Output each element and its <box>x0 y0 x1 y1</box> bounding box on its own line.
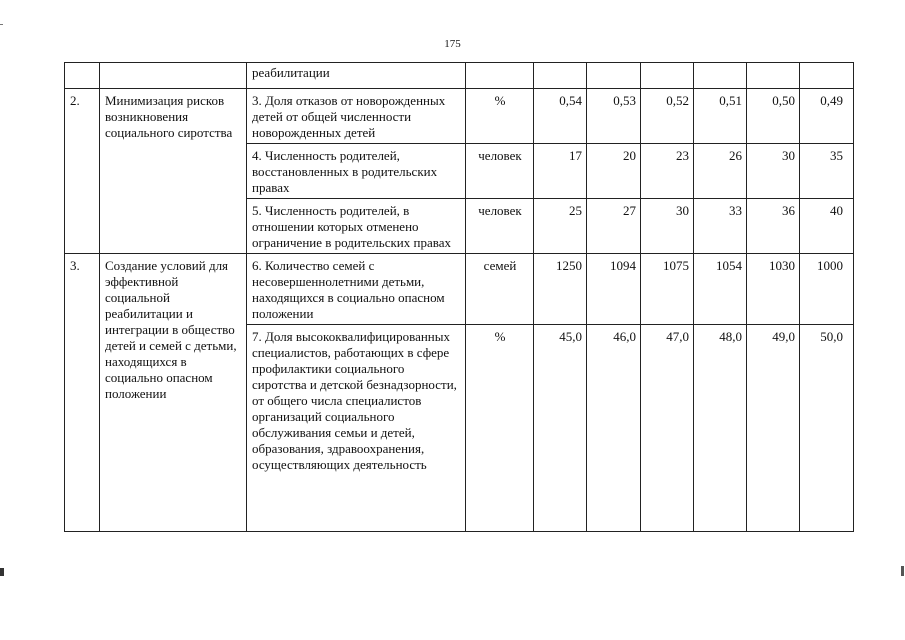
table-row <box>65 254 854 325</box>
value-cell: 26 <box>694 144 747 199</box>
indicator-cell: 5. Численность родителей, в отношении которых отменено ограничение в родительских правах <box>247 199 466 254</box>
indicators-table <box>64 62 854 532</box>
value-cell <box>747 63 800 89</box>
value-cell: 49,0 <box>747 325 800 532</box>
value-cell: 1075 <box>641 254 694 325</box>
value-cell <box>694 63 747 89</box>
value-cell: 35 <box>800 144 854 199</box>
value-cell <box>641 63 694 89</box>
scan-edge-mark <box>901 566 904 576</box>
table-row-continuation <box>65 63 854 89</box>
value-cell <box>800 63 854 89</box>
unit-cell: % <box>466 89 534 144</box>
value-cell: 30 <box>641 199 694 254</box>
page-number: 175 <box>444 38 461 50</box>
value-cell: 0,53 <box>587 89 641 144</box>
row-number-cell: 3. <box>65 254 100 532</box>
value-cell: 1000 <box>800 254 854 325</box>
table-row <box>65 89 854 144</box>
value-cell: 50,0 <box>800 325 854 532</box>
indicator-cell: 7. Доля высококвалифицированных специалистов, работающих в сфере профилактики социального сиротства и детской безнадзорности, от общего числа специалистов организаций социального обслуживания семьи и детей, образования, здравоохранения, осуществляющих деятельность <box>247 325 466 532</box>
row-number-cell: 2. <box>65 89 100 254</box>
task-cell: Создание условий для эффективной социальной реабилитации и интеграции в общество детей и семей с детьми, находящихся в социально опасном положении <box>100 254 247 532</box>
value-cell: 1030 <box>747 254 800 325</box>
unit-cell: человек <box>466 199 534 254</box>
unit-cell: % <box>466 325 534 532</box>
indicator-cell: 6. Количество семей с несовершеннолетними детьми, находящихся в социально опасном положении <box>247 254 466 325</box>
value-cell <box>587 63 641 89</box>
value-cell: 45,0 <box>534 325 587 532</box>
value-cell: 48,0 <box>694 325 747 532</box>
value-cell: 0,49 <box>800 89 854 144</box>
value-cell: 36 <box>747 199 800 254</box>
value-cell: 1250 <box>534 254 587 325</box>
value-cell: 0,54 <box>534 89 587 144</box>
value-cell: 0,50 <box>747 89 800 144</box>
value-cell: 40 <box>800 199 854 254</box>
unit-cell: человек <box>466 144 534 199</box>
indicator-cell: реабилитации <box>247 63 466 89</box>
scan-edge-mark <box>0 24 3 25</box>
value-cell: 1094 <box>587 254 641 325</box>
value-cell: 25 <box>534 199 587 254</box>
indicator-cell: 4. Численность родителей, восстановленных в родительских правах <box>247 144 466 199</box>
task-cell <box>100 63 247 89</box>
value-cell: 1054 <box>694 254 747 325</box>
value-cell: 0,51 <box>694 89 747 144</box>
scan-edge-mark <box>0 568 4 576</box>
value-cell: 0,52 <box>641 89 694 144</box>
unit-cell: семей <box>466 254 534 325</box>
task-cell: Минимизация рисков возникновения социального сиротства <box>100 89 247 254</box>
row-number-cell <box>65 63 100 89</box>
value-cell: 27 <box>587 199 641 254</box>
value-cell <box>534 63 587 89</box>
value-cell: 30 <box>747 144 800 199</box>
value-cell: 33 <box>694 199 747 254</box>
unit-cell <box>466 63 534 89</box>
value-cell: 46,0 <box>587 325 641 532</box>
value-cell: 47,0 <box>641 325 694 532</box>
value-cell: 23 <box>641 144 694 199</box>
indicator-cell: 3. Доля отказов от новорожденных детей от общей численности новорожденных детей <box>247 89 466 144</box>
value-cell: 20 <box>587 144 641 199</box>
value-cell: 17 <box>534 144 587 199</box>
